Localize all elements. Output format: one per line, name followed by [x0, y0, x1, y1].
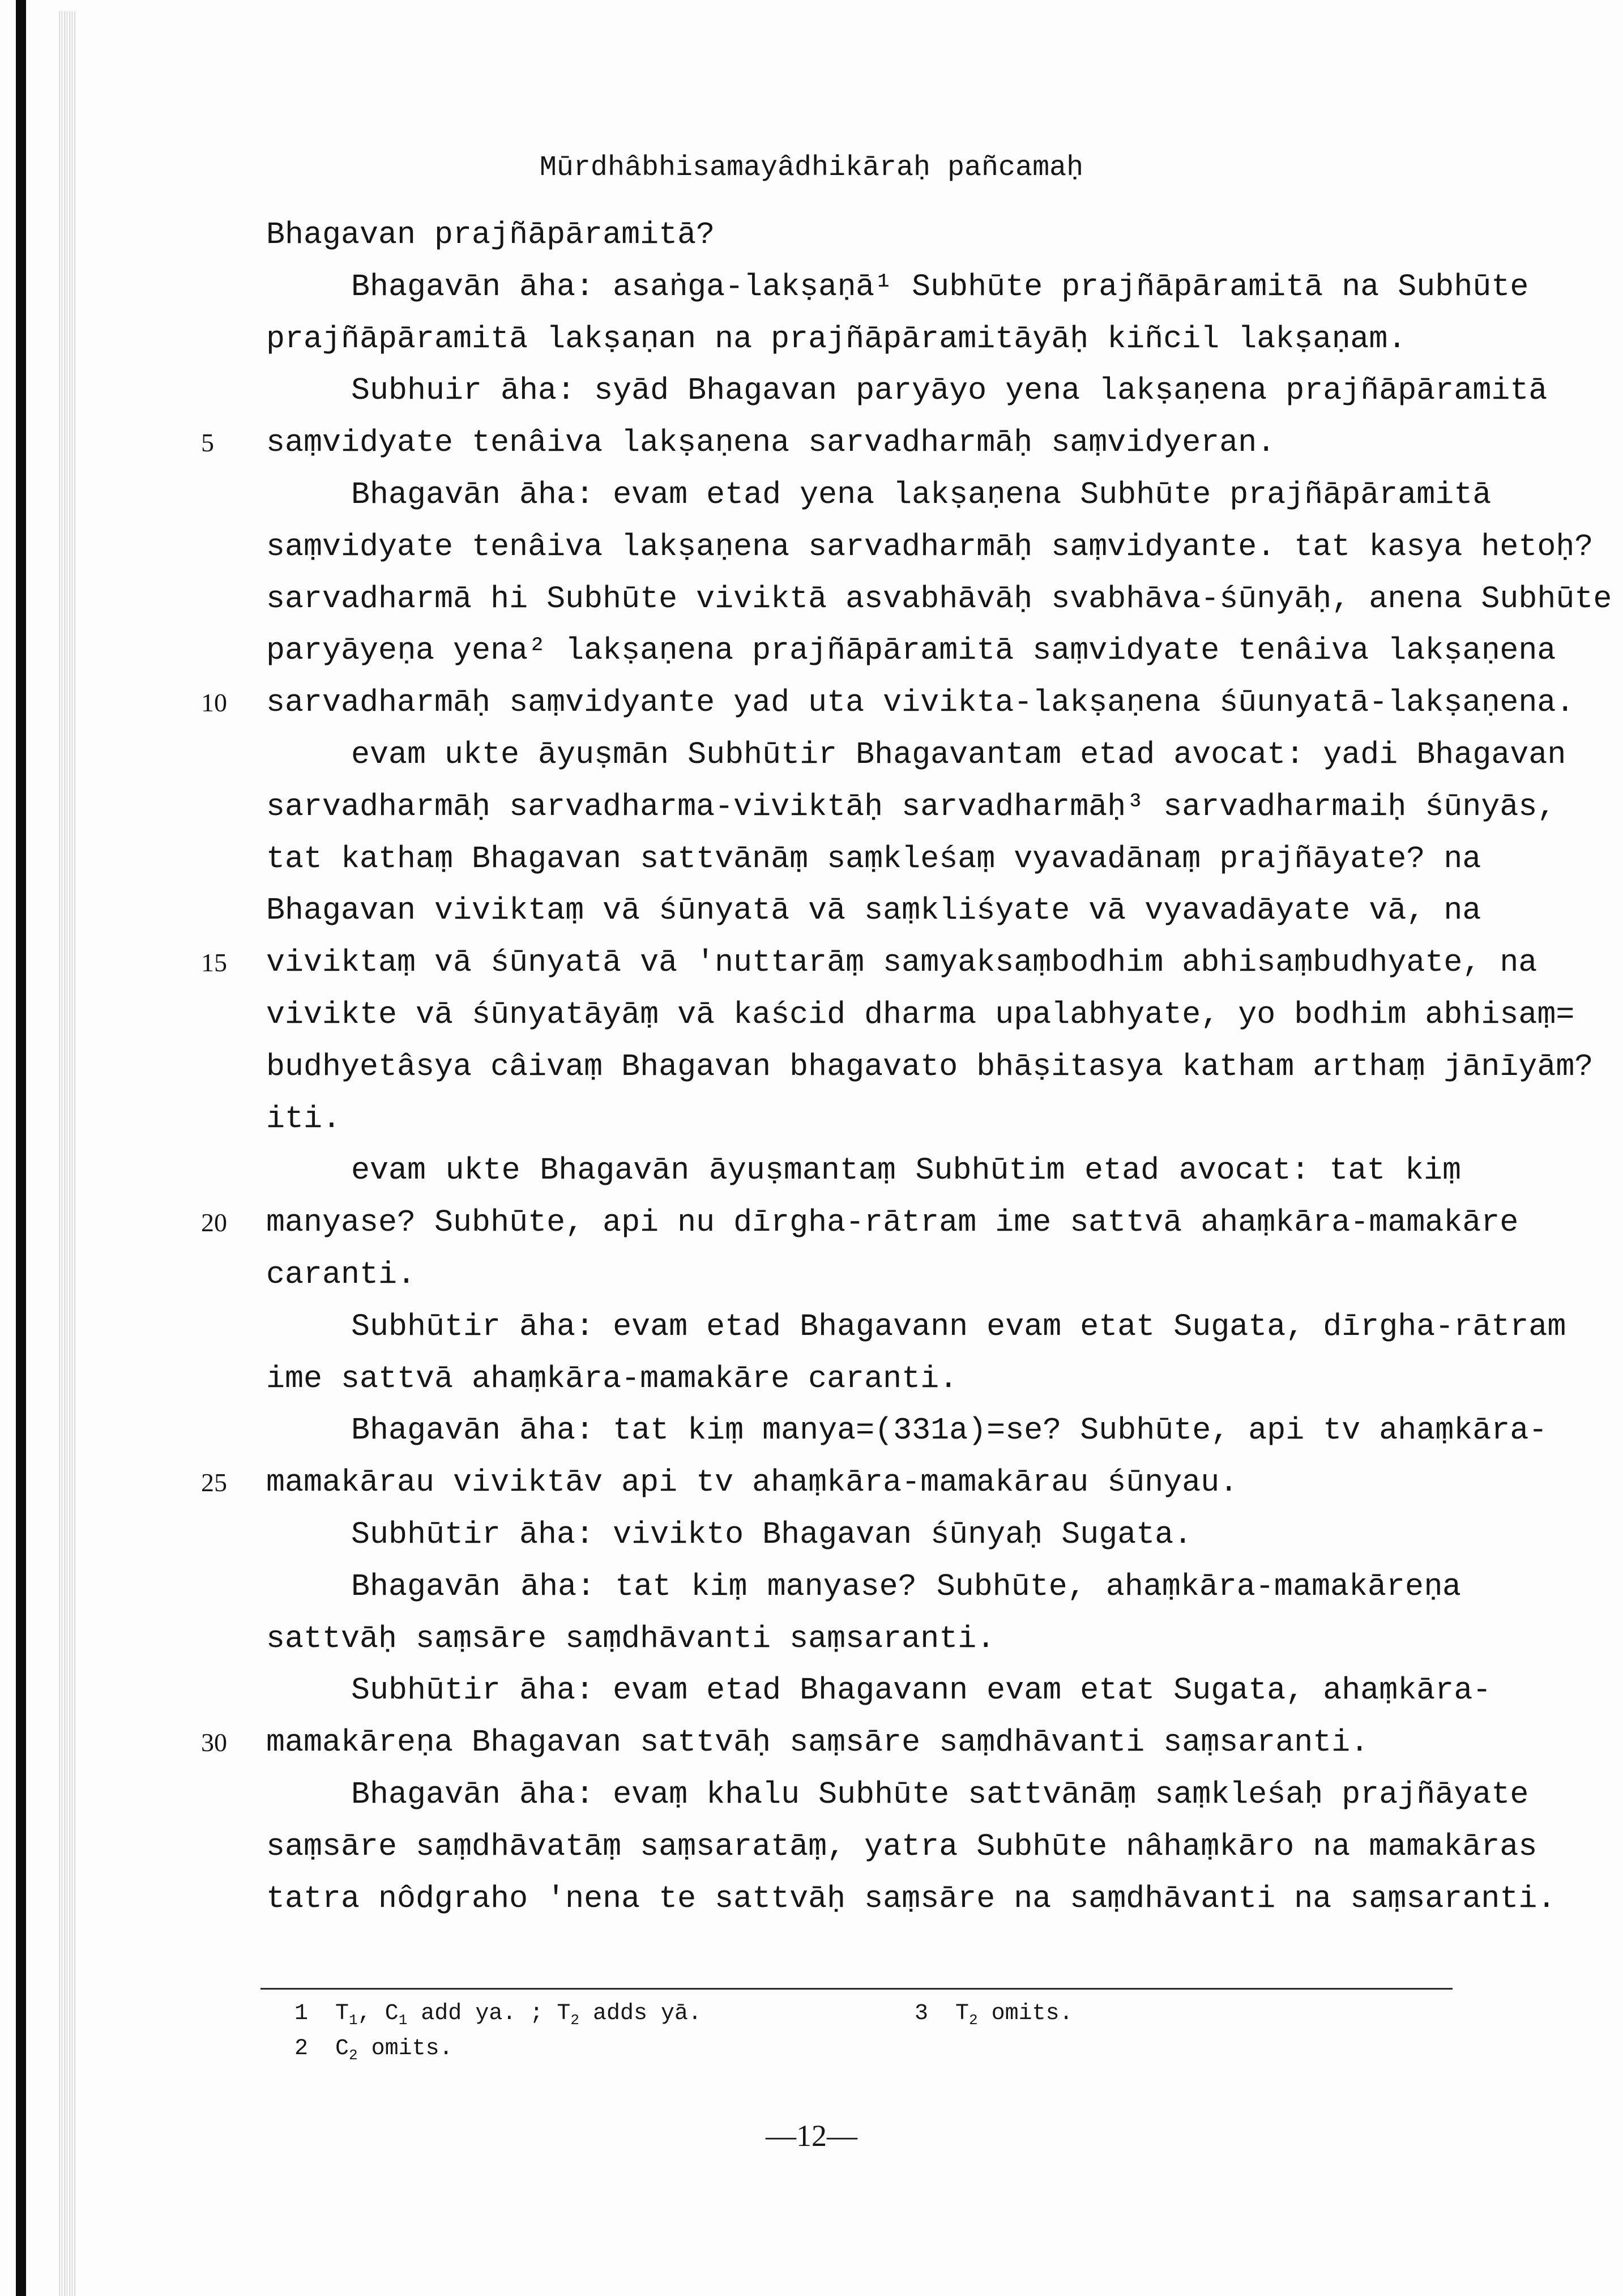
- text-line: Bhagavān āha: tat kiṃ manya=(331a)=se? Subhūte, api tv ahaṃkāra-: [351, 1412, 1548, 1449]
- line-number: 20: [201, 1208, 227, 1237]
- line-number: 10: [201, 688, 227, 718]
- text-line: tatra nôdgraho 'nena te sattvāḥ saṃsāre na saṃdhāvanti na saṃsaranti.: [266, 1880, 1556, 1917]
- text-line: Subhūtir āha: evam etad Bhagavann evam etat Sugata, ahaṃkāra-: [351, 1672, 1492, 1709]
- text-line: paryāyeṇa yena² lakṣaṇena prajñāpāramitā saṃvidyate tenâiva lakṣaṇena: [266, 633, 1556, 669]
- text-line: sarvadharmāḥ sarvadharma-viviktāḥ sarvadharmāḥ³ sarvadharmaiḥ śūnyās,: [266, 788, 1556, 825]
- text-line: Bhagavan prajñāpāramitā?: [266, 217, 715, 253]
- text-line: mamakārau viviktāv api tv ahaṃkāra-mamakārau śūnyau.: [266, 1465, 1238, 1501]
- text-line: mamakāreṇa Bhagavan sattvāḥ saṃsāre saṃdhāvanti saṃsaranti.: [266, 1725, 1369, 1761]
- text-line: saṃvidyate tenâiva lakṣaṇena sarvadharmāḥ saṃvidyante. tat kasya hetoḥ?: [266, 528, 1594, 565]
- footnote-1: 1 $T_1$, $C_1$ add ya. ; $T_2$ adds yā.: [294, 2001, 702, 2029]
- text-line: Subhūtir āha: vivikto Bhagavan śūnyaḥ Sugata.: [351, 1517, 1193, 1552]
- running-header: Mūrdhâbhisamayâdhikāraḥ pañcamaḥ: [539, 152, 1084, 184]
- text-line: vivikte vā śūnyatāyāṃ vā kaścid dharma upalabhyate, yo bodhim abhisaṃ=: [266, 997, 1575, 1032]
- footnote-rule: [260, 1988, 1453, 1990]
- text-line: viviktaṃ vā śūnyatā vā 'nuttarāṃ samyaksaṃbodhim abhisaṃbudhyate, na: [266, 945, 1537, 981]
- line-number: 25: [201, 1468, 227, 1497]
- text-line: Bhagavān āha: evam etad yena lakṣaṇena Subhūte prajñāpāramitā: [351, 477, 1492, 513]
- text-line: Subhūtir āha: evam etad Bhagavann evam etat Sugata, dīrgha-rātram: [351, 1308, 1566, 1345]
- text-line: Subhuir āha: syād Bhagavan paryāyo yena lakṣaṇena prajñāpāramitā: [351, 373, 1548, 409]
- scan-edge-shadow: [59, 11, 76, 2296]
- text-line: sarvadharmāḥ saṃvidyante yad uta vivikta-lakṣaṇena śūunyatā-lakṣaṇena.: [266, 685, 1575, 721]
- text-line: manyase? Subhūte, api nu dīrgha-rātram ime sattvā ahaṃkāra-mamakāre: [266, 1205, 1519, 1241]
- line-number: 5: [201, 428, 214, 458]
- text-line: sattvāḥ saṃsāre saṃdhāvanti saṃsaranti.: [266, 1620, 996, 1657]
- footnote-3: 3 $T_2$ omits.: [915, 2001, 1073, 2029]
- line-number: 15: [201, 948, 227, 978]
- text-line: saṃvidyate tenâiva lakṣaṇena sarvadharmāḥ saṃvidyeran.: [266, 425, 1276, 461]
- text-line: Bhagavān āha: tat kiṃ manyase? Subhūte, ahaṃkāra-mamakāreṇa: [351, 1568, 1461, 1604]
- text-line: tat kathaṃ Bhagavan sattvānāṃ saṃkleśaṃ vyavadānaṃ prajñāyate? na: [266, 840, 1481, 877]
- text-line: budhyetâsya câivaṃ Bhagavan bhagavato bhāṣitasya katham arthaṃ jānīyām?: [266, 1048, 1594, 1085]
- text-line: evam ukte āyuṣmān Subhūtir Bhagavantam etad avocat: yadi Bhagavan: [351, 737, 1566, 773]
- text-line: evam ukte Bhagavān āyuṣmantaṃ Subhūtim etad avocat: tat kiṃ: [351, 1153, 1461, 1189]
- text-line: prajñāpāramitā lakṣaṇan na prajñāpāramitāyāḥ kiñcil lakṣaṇam.: [266, 321, 1407, 357]
- text-line: ime sattvā ahaṃkāra-mamakāre caranti.: [266, 1360, 958, 1397]
- text-line: iti.: [266, 1100, 341, 1137]
- text-line: Bhagavān āha: asaṅga-lakṣaṇā¹ Subhūte prajñāpāramitā na Subhūte: [351, 268, 1529, 305]
- text-line: caranti.: [266, 1257, 416, 1292]
- text-line: Bhagavān āha: evaṃ khalu Subhūte sattvānāṃ saṃkleśaḥ prajñāyate: [351, 1777, 1529, 1812]
- page-number: —12—: [766, 2119, 857, 2153]
- line-number: 30: [201, 1728, 227, 1757]
- text-line: saṃsāre saṃdhāvatāṃ saṃsaratāṃ, yatra Subhūte nâhaṃkāro na mamakāras: [266, 1828, 1537, 1864]
- scan-edge-dark: [16, 0, 26, 2296]
- footnote-2: 2 $C_2$ omits.: [294, 2036, 453, 2064]
- text-line: Bhagavan viviktaṃ vā śūnyatā vā saṃkliśyate vā vyavadāyate vā, na: [266, 893, 1481, 929]
- text-line: sarvadharmā hi Subhūte viviktā asvabhāvāḥ svabhāva-śūnyāḥ, anena Subhūte: [266, 581, 1612, 617]
